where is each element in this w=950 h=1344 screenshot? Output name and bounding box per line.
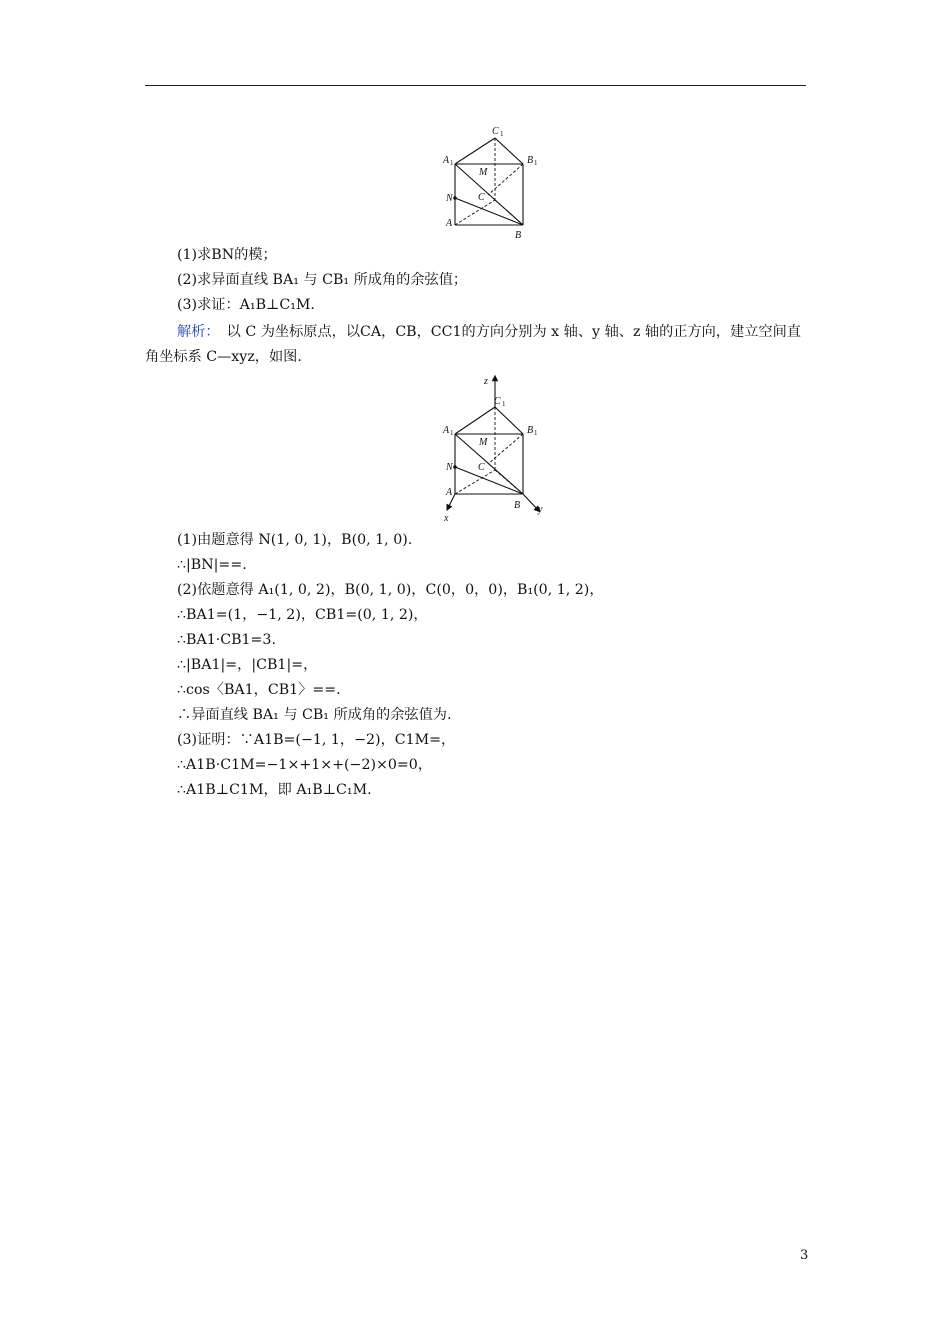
prism-figure <box>440 120 550 245</box>
solution-line-5: ∴BA1·CB1=3. <box>177 632 276 648</box>
analysis-label: 解析： <box>177 324 213 340</box>
solution-line-3: (2)依题意得 A₁(1, 0, 2)，B(0, 1, 0)，C(0，0，0)，B₁(0, 1, 2)， <box>177 582 604 598</box>
label-n: N <box>446 462 453 473</box>
solution-line-2: ∴|BN|==. <box>177 557 247 573</box>
coordinate-figure <box>438 372 553 527</box>
header-rule <box>145 85 806 86</box>
svg-text:1: 1 <box>502 400 506 408</box>
svg-text:1: 1 <box>534 159 538 167</box>
label-m: M <box>479 437 488 448</box>
solution-line-1: (1)由题意得 N(1, 0, 1)，B(0, 1, 0). <box>177 532 413 548</box>
axis-z: z <box>484 376 488 387</box>
label-b1: B <box>527 425 534 436</box>
solution-line-7: ∴cos〈BA1，CB1〉==. <box>177 682 341 698</box>
label-b1: B <box>527 155 534 166</box>
solution-line-4: ∴BA1=(1，−1, 2)，CB1=(0, 1, 2)， <box>177 607 428 623</box>
label-b: B <box>515 230 522 241</box>
label-a: A <box>446 218 453 229</box>
question-3: (3)求证：A₁B⊥C₁M. <box>177 297 315 313</box>
label-a: A <box>446 487 453 498</box>
axis-x: x <box>444 513 449 524</box>
analysis-text: 以 C 为坐标原点，以CA，CB，CC1的方向分别为 x 轴、y 轴、z 轴的正方向，建立空间直角坐标系 C—xyz，如图. <box>145 324 801 365</box>
solution-line-9: (3)证明：∵A1B=(−1, 1，−2)，C1M=， <box>177 732 456 748</box>
page-number: 3 <box>800 1248 809 1263</box>
label-a1: A <box>443 155 450 166</box>
label-a1: A <box>443 425 450 436</box>
question-1: (1)求BN的模； <box>177 247 277 263</box>
solution-line-10: ∴A1B·C1M=−1×+1×+(−2)×0=0， <box>177 757 433 773</box>
label-c1: C <box>494 396 501 407</box>
label-n: N <box>446 193 453 204</box>
solution-line-6: ∴|BA1|=，|CB1|=， <box>177 657 318 673</box>
axis-y: y <box>538 504 543 515</box>
svg-text:1: 1 <box>534 429 538 437</box>
svg-text:1: 1 <box>450 429 454 437</box>
svg-text:1: 1 <box>500 130 504 138</box>
solution-line-8: ∴异面直线 BA₁ 与 CB₁ 所成角的余弦值为. <box>177 707 452 723</box>
label-b: B <box>514 500 521 511</box>
analysis-paragraph <box>145 320 807 370</box>
label-m: M <box>479 167 488 178</box>
label-c: C <box>478 192 485 203</box>
solution-line-11: ∴A1B⊥C1M，即 A₁B⊥C₁M. <box>177 782 372 798</box>
label-c1: C <box>492 126 499 137</box>
question-2: (2)求异面直线 BA₁ 与 CB₁ 所成角的余弦值； <box>177 272 468 288</box>
label-c: C <box>478 462 485 473</box>
svg-text:1: 1 <box>450 159 454 167</box>
